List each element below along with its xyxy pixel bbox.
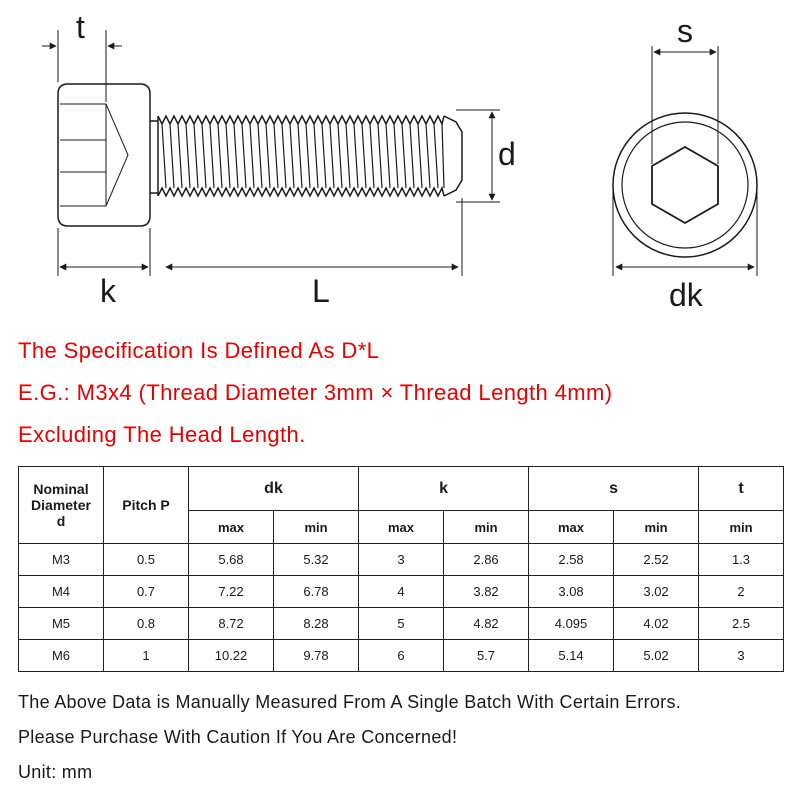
dimensions-table [18, 466, 784, 672]
thread-line [258, 124, 262, 188]
table-cell: 4 [359, 576, 444, 608]
table-cell: 3.82 [444, 576, 529, 608]
table-cell: 2.58 [529, 544, 614, 576]
table-cell: 8.72 [189, 608, 274, 640]
subheader-cell: max [529, 511, 614, 544]
thread-line [354, 124, 358, 188]
thread-line [282, 124, 286, 188]
table-cell: 0.5 [104, 544, 189, 576]
footer-disclaimer: The Above Data is Manually Measured From A Single Batch With Certain Errors. [18, 692, 682, 712]
thread-line [330, 124, 334, 188]
footer-unit: Unit: mm [18, 762, 93, 782]
screw-head [58, 84, 150, 226]
header-dk: dk [189, 467, 359, 511]
dim-k-label: k [100, 273, 116, 309]
thread-line [218, 124, 222, 188]
table-row [19, 544, 784, 576]
thread-line [306, 124, 310, 188]
screw-top-view [613, 113, 757, 257]
thread-line [314, 124, 318, 188]
table-cell: 2 [699, 576, 784, 608]
dim-k [58, 228, 150, 276]
dim-dk-label: dk [669, 277, 703, 313]
subheader-cell: min [614, 511, 699, 544]
table-cell: 5.14 [529, 640, 614, 672]
header-nominal-line1: Nominal [33, 481, 89, 497]
subheader-cell: min [444, 511, 529, 544]
subheader-cell: min [699, 511, 784, 544]
table-cell: 4.095 [529, 608, 614, 640]
thread-line [322, 124, 326, 188]
header-nominal-diameter [19, 467, 104, 544]
spec-note: Excluding The Head Length. [18, 422, 306, 447]
thread-line [186, 124, 190, 188]
table-cell: 5.68 [189, 544, 274, 576]
table-cell: 1.3 [699, 544, 784, 576]
subheader-cell: max [359, 511, 444, 544]
thread-line [338, 124, 342, 188]
thread-line [242, 124, 246, 188]
table-cell: 3.02 [614, 576, 699, 608]
table-cell: 7.22 [189, 576, 274, 608]
thread-line [394, 124, 398, 188]
dim-s-label: s [677, 13, 693, 49]
table-cell: 4.02 [614, 608, 699, 640]
dim-d-label: d [498, 136, 516, 172]
thread-line [434, 124, 438, 188]
table-cell: 2.86 [444, 544, 529, 576]
table-cell: 3 [699, 640, 784, 672]
thread-line [226, 124, 230, 188]
thread-line [346, 124, 350, 188]
thread-line [426, 124, 430, 188]
table-cell: M5 [19, 608, 104, 640]
thread-line [210, 124, 214, 188]
subheader-cell: min [274, 511, 359, 544]
table-cell: 6 [359, 640, 444, 672]
thread-line [178, 124, 182, 188]
screw-side-view [58, 84, 462, 226]
table-row [19, 640, 784, 672]
thread-line [234, 124, 238, 188]
thread-line [418, 124, 422, 188]
header-s: s [529, 467, 699, 511]
thread-body [158, 116, 462, 196]
thread-line [290, 124, 294, 188]
thread-line [298, 124, 302, 188]
table-cell: 5.32 [274, 544, 359, 576]
thread-line [170, 124, 174, 188]
thread-line [202, 124, 206, 188]
thread-line [370, 124, 374, 188]
header-k: k [359, 467, 529, 511]
thread-line [402, 124, 406, 188]
header-pitch: Pitch P [104, 467, 189, 544]
hex-socket [652, 147, 718, 223]
header-nominal-line2: Diameter [31, 497, 91, 513]
table-cell: 3.08 [529, 576, 614, 608]
dim-t-label: t [76, 9, 85, 45]
table-row [19, 608, 784, 640]
table-cell: 2.5 [699, 608, 784, 640]
footer-caution: Please Purchase With Caution If You Are Concerned! [18, 727, 458, 747]
dim-dk [613, 190, 757, 276]
table-cell: M3 [19, 544, 104, 576]
table-cell: 10.22 [189, 640, 274, 672]
header-t: t [699, 467, 784, 511]
table-cell: 0.8 [104, 608, 189, 640]
thread-line [250, 124, 254, 188]
thread-line [386, 124, 390, 188]
table-cell: 2.52 [614, 544, 699, 576]
subheader-cell: max [189, 511, 274, 544]
dim-L-label: L [312, 273, 330, 309]
table-cell: 1 [104, 640, 189, 672]
table-cell: 3 [359, 544, 444, 576]
table-cell: 0.7 [104, 576, 189, 608]
table-cell: 5 [359, 608, 444, 640]
table-cell: M4 [19, 576, 104, 608]
screw-diagram [0, 0, 800, 330]
thread-line [162, 124, 166, 188]
table-cell: 9.78 [274, 640, 359, 672]
table-cell: 4.82 [444, 608, 529, 640]
thread-line [274, 124, 278, 188]
thread-line [378, 124, 382, 188]
spec-definition: The Specification Is Defined As D*L [18, 338, 380, 363]
table-row [19, 576, 784, 608]
header-nominal-line3: d [56, 513, 66, 529]
table-cell: 5.7 [444, 640, 529, 672]
thread-line [442, 124, 444, 188]
table-cell: 8.28 [274, 608, 359, 640]
table-cell: 5.02 [614, 640, 699, 672]
table-header-row [19, 467, 784, 511]
table-cell: 6.78 [274, 576, 359, 608]
table-cell: M6 [19, 640, 104, 672]
thread-line [266, 124, 270, 188]
thread-line [362, 124, 366, 188]
dim-L [166, 198, 462, 276]
thread-line [410, 124, 414, 188]
spec-example: E.G.: M3x4 (Thread Diameter 3mm × Thread Length 4mm) [18, 380, 613, 405]
thread-line [194, 124, 198, 188]
